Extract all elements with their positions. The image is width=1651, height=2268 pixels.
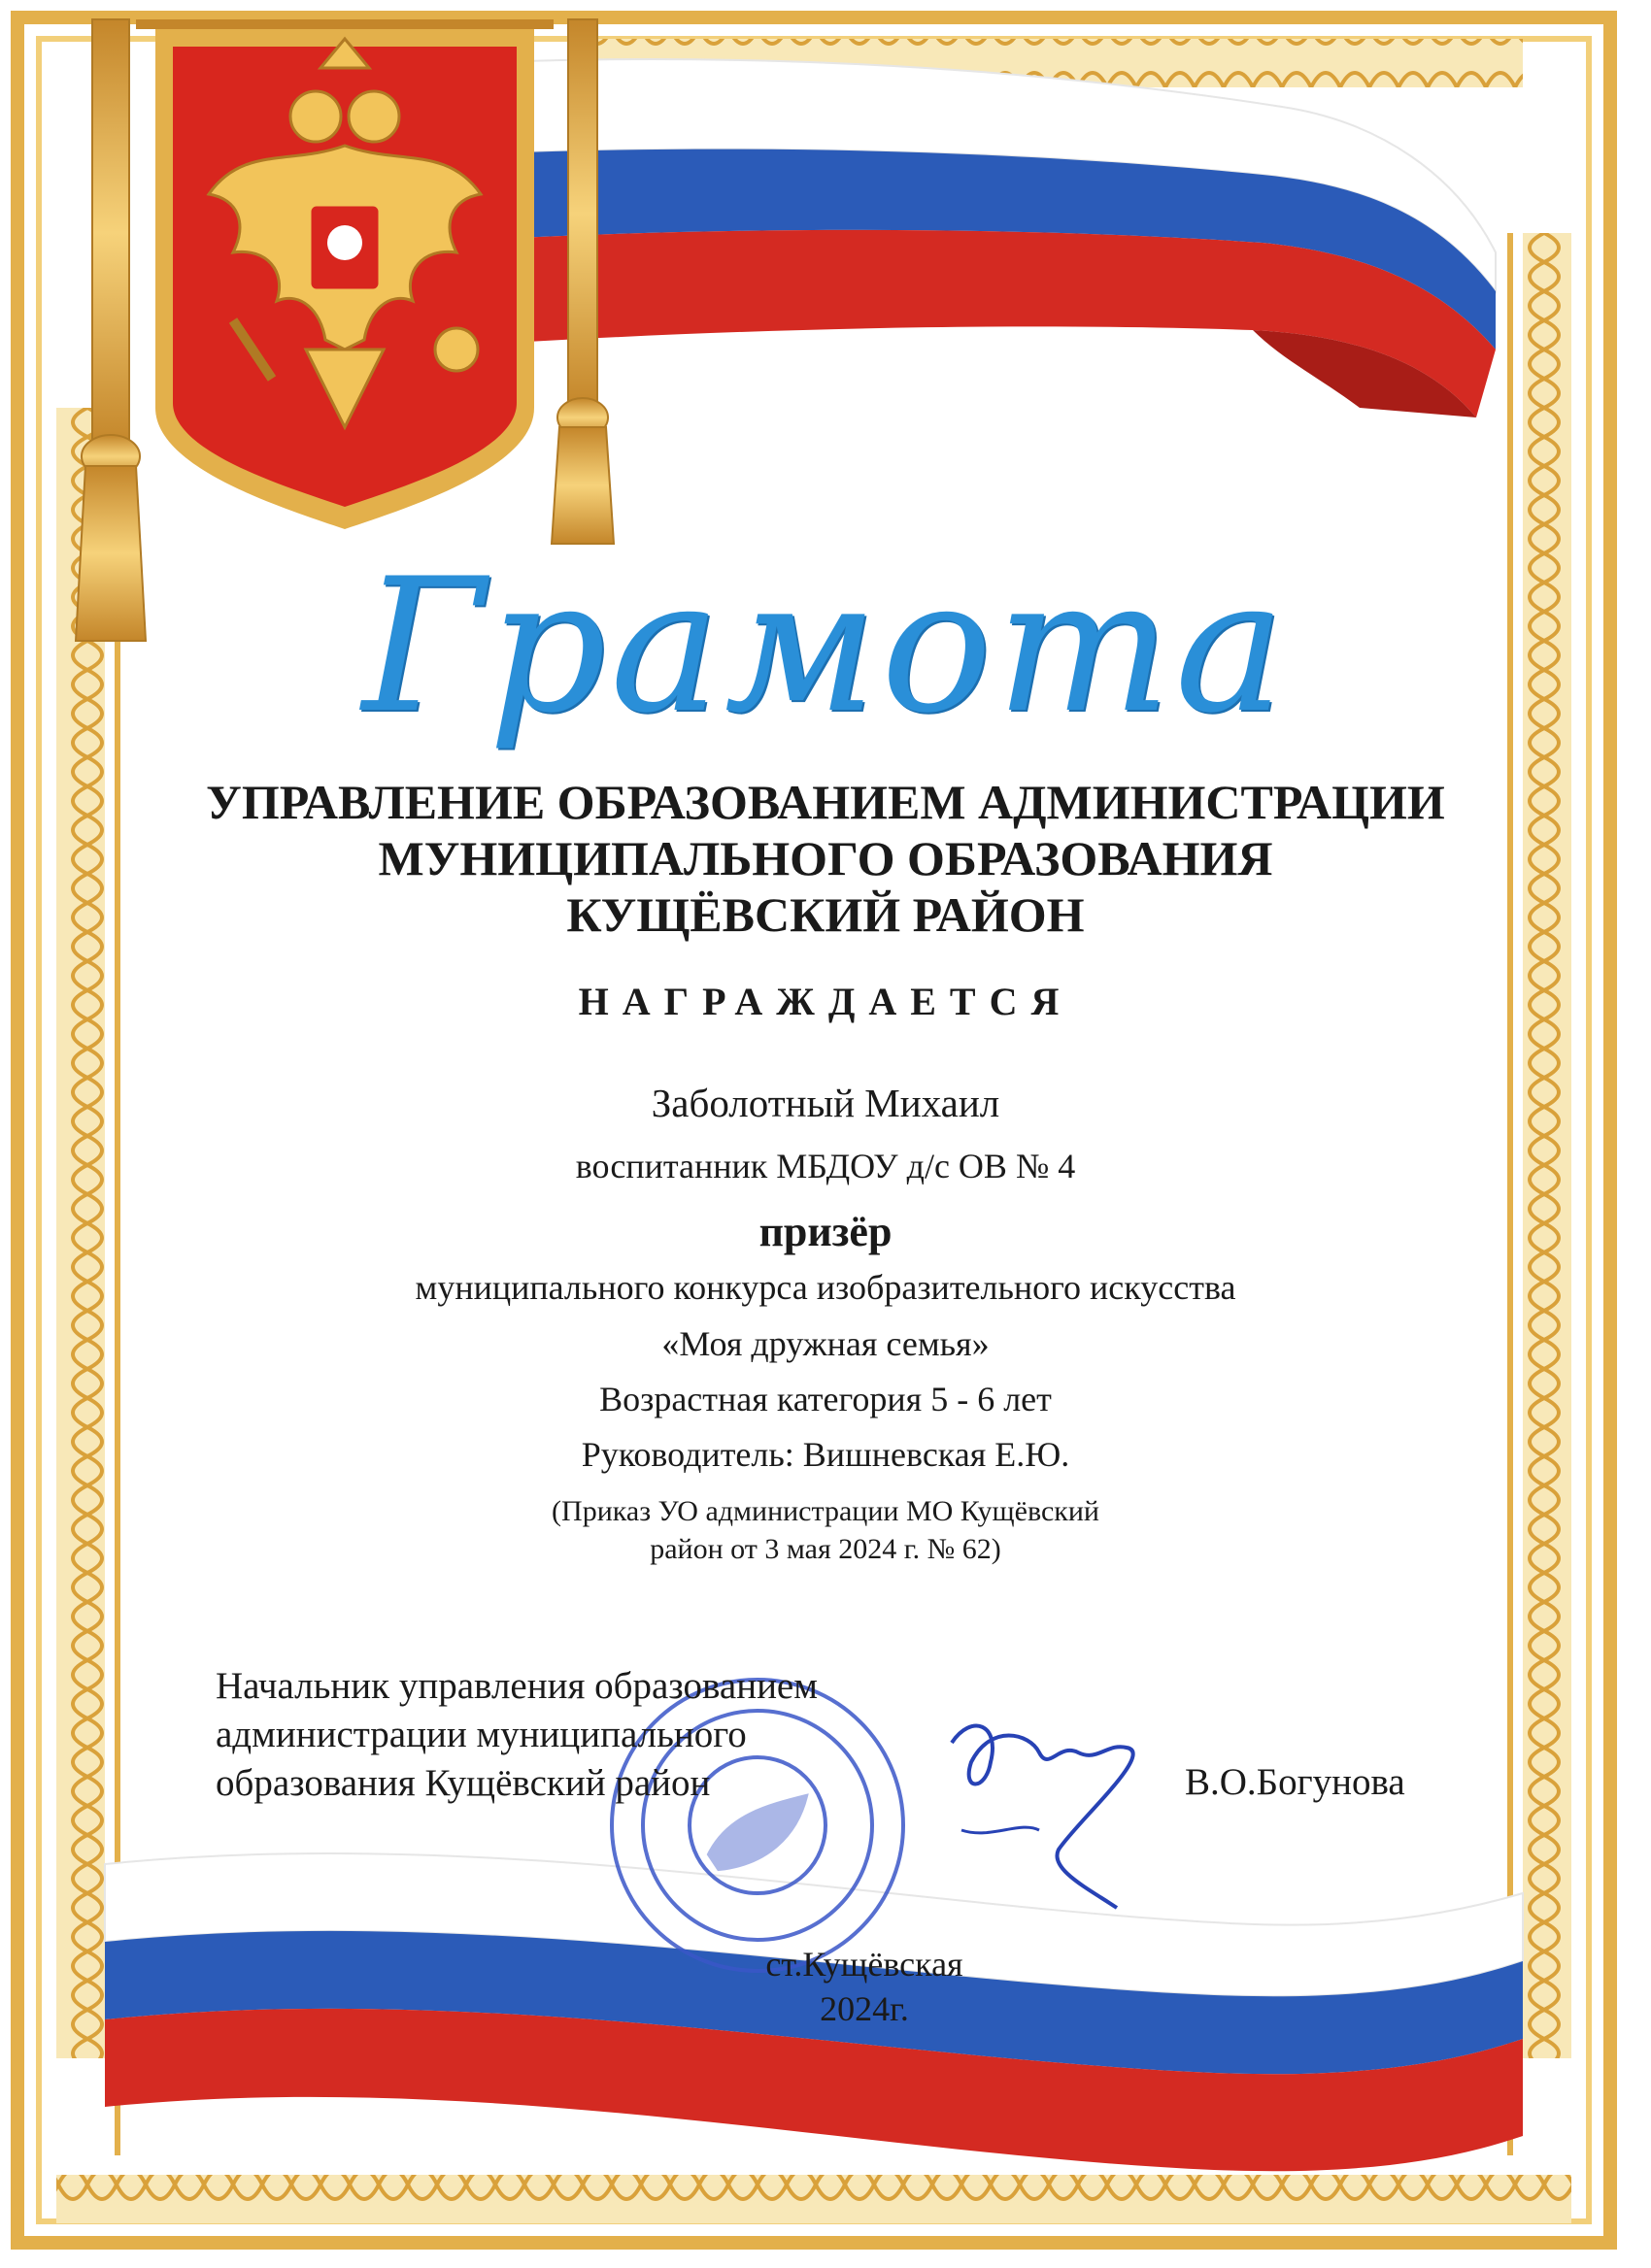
signatory-line-1: Начальник управления образованием bbox=[216, 1665, 818, 1707]
organization-line-3: КУЩЁВСКИЙ РАЙОН bbox=[566, 887, 1085, 942]
awarded-label: НАГРАЖДАЕТСЯ bbox=[578, 980, 1073, 1023]
place: ст.Кущёвская bbox=[765, 1945, 963, 1984]
contest-title: «Моя дружная семья» bbox=[661, 1324, 990, 1363]
order-line-2: район от 3 мая 2024 г. № 62) bbox=[650, 1533, 1001, 1565]
prize-title: призёр bbox=[758, 1208, 893, 1255]
signatory-line-3: образования Кущёвский район bbox=[216, 1762, 711, 1804]
bottom-chain-border bbox=[56, 2175, 1571, 2223]
place-and-year bbox=[719, 1942, 1010, 2031]
signatory-title bbox=[216, 1662, 818, 1808]
order-line-1: (Приказ УО администрации МО Кущёвский bbox=[552, 1495, 1099, 1527]
supervisor: Руководитель: Вишневская Е.Ю. bbox=[581, 1435, 1070, 1474]
recipient-role: воспитанник МБДОУ д/с ОВ № 4 bbox=[575, 1147, 1076, 1185]
organization-line-2: МУНИЦИПАЛЬНОГО ОБРАЗОВАНИЯ bbox=[378, 831, 1273, 885]
signatory-name: В.О.Богунова bbox=[1185, 1761, 1405, 1803]
signatory-line-2: администрации муниципального bbox=[216, 1714, 747, 1755]
organization-line-1: УПРАВЛЕНИЕ ОБРАЗОВАНИЕМ АДМИНИСТРАЦИИ bbox=[206, 775, 1445, 829]
recipient-name: Заболотный Михаил bbox=[651, 1081, 1000, 1125]
coat-of-arms-icon bbox=[136, 19, 554, 529]
signature-icon bbox=[932, 1684, 1185, 1918]
certificate-title: Грамота bbox=[361, 539, 1290, 753]
age-category: Возрастная категория 5 - 6 лет bbox=[599, 1380, 1052, 1418]
contest-name: муниципального конкурса изобразительного искусства bbox=[415, 1268, 1236, 1307]
year: 2024г. bbox=[820, 1989, 909, 2028]
